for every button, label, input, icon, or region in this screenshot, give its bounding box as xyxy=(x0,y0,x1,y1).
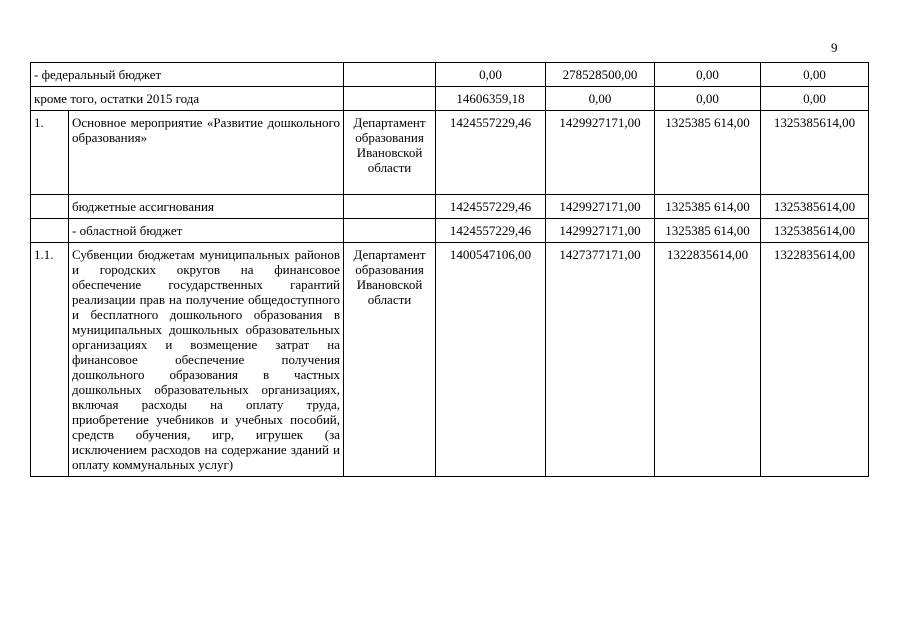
value-cell: 1429927171,00 xyxy=(546,195,655,219)
value-cell: 1325385614,00 xyxy=(761,219,869,243)
value-cell: 1325385 614,00 xyxy=(655,219,761,243)
row-name: Основное мероприятие «Развитие дошкольного образования» xyxy=(69,111,344,195)
value-cell: 1325385614,00 xyxy=(761,111,869,195)
department-cell xyxy=(344,219,436,243)
value-cell: 1427377171,00 xyxy=(546,243,655,477)
row-number xyxy=(31,219,69,243)
department-cell: Департамент образования Ивановской области xyxy=(344,111,436,195)
department-cell xyxy=(344,195,436,219)
table-row xyxy=(31,87,869,111)
department-cell: Департамент образования Ивановской области xyxy=(344,243,436,477)
department-cell xyxy=(344,87,436,111)
value-cell: 1424557229,46 xyxy=(436,111,546,195)
row-number: 1.1. xyxy=(31,243,69,477)
value-cell: 278528500,00 xyxy=(546,63,655,87)
table-row xyxy=(31,195,869,219)
department-cell xyxy=(344,63,436,87)
value-cell: 0,00 xyxy=(655,63,761,87)
row-number: 1. xyxy=(31,111,69,195)
value-cell: 1400547106,00 xyxy=(436,243,546,477)
value-cell: 0,00 xyxy=(655,87,761,111)
row-number xyxy=(31,195,69,219)
value-cell: 1424557229,46 xyxy=(436,195,546,219)
row-label: - федеральный бюджет xyxy=(31,63,344,87)
table-row xyxy=(31,243,869,477)
value-cell: 1322835614,00 xyxy=(655,243,761,477)
row-name: бюджетные ассигнования xyxy=(69,195,344,219)
table-row xyxy=(31,111,869,195)
value-cell: 1424557229,46 xyxy=(436,219,546,243)
value-cell: 1325385 614,00 xyxy=(655,195,761,219)
row-label: кроме того, остатки 2015 года xyxy=(31,87,344,111)
row-name: - областной бюджет xyxy=(69,219,344,243)
value-cell: 0,00 xyxy=(761,63,869,87)
value-cell: 1325385 614,00 xyxy=(655,111,761,195)
budget-table xyxy=(30,62,869,477)
value-cell: 1429927171,00 xyxy=(546,111,655,195)
table-row xyxy=(31,63,869,87)
value-cell: 14606359,18 xyxy=(436,87,546,111)
row-name: Субвенции бюджетам муниципальных районов и городских округов на финансовое обеспечение государственных гарантий реализации прав на получение общедоступного и бесплатного дошкольного образования в муниципальных дошкольных образовательных организациях и возмещение затрат на финансовое обеспечение получения дошкольного образования в частных дошкольных образовательных организациях, включая расходы на оплату труда, приобретение учебников и учебных пособий, средств обучения, игр, игрушек (за исключением расходов на содержание зданий и оплату коммунальных услуг) xyxy=(69,243,344,477)
table-row xyxy=(31,219,869,243)
value-cell: 0,00 xyxy=(546,87,655,111)
value-cell: 0,00 xyxy=(761,87,869,111)
page-number: 9 xyxy=(831,40,838,55)
value-cell: 1429927171,00 xyxy=(546,219,655,243)
value-cell: 1322835614,00 xyxy=(761,243,869,477)
value-cell: 0,00 xyxy=(436,63,546,87)
value-cell: 1325385614,00 xyxy=(761,195,869,219)
